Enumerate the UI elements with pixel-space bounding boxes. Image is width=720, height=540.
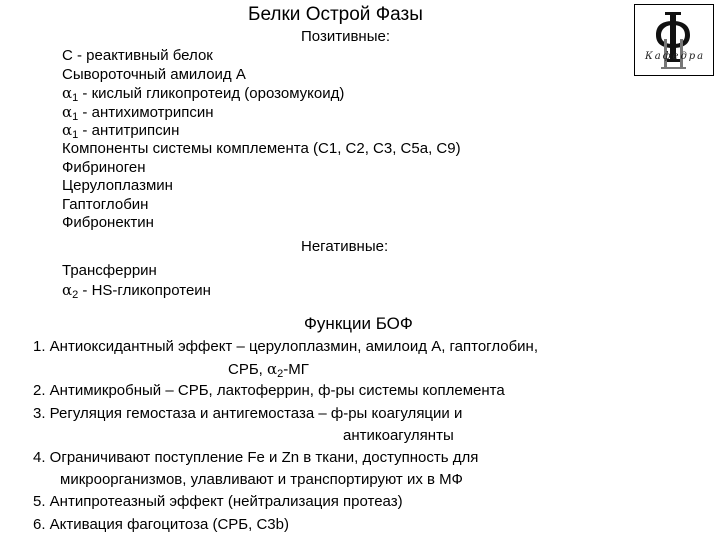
list-item: С - реактивный белок — [62, 47, 213, 64]
list-item: Сывороточный амилоид А — [62, 65, 246, 83]
positive-list — [62, 47, 461, 233]
list-item: Церулоплазмин — [62, 177, 173, 195]
list-item: Фибронектин — [62, 214, 154, 232]
list-item: Трансферрин — [62, 262, 157, 279]
function-line: 1. Антиоксидантный эффект – церулоплазмин, амилоид А, гаптоглобин, — [33, 338, 539, 355]
functions-list — [33, 336, 538, 536]
page-title: Белки Острой Фазы — [248, 4, 423, 25]
function-line: антикоагулянты — [343, 426, 454, 444]
phi-logo-icon — [635, 5, 712, 74]
logo-caption: Кафедра — [645, 51, 706, 62]
negative-list — [62, 262, 211, 299]
department-logo — [634, 4, 714, 76]
negative-label: Негативные: — [301, 238, 389, 255]
function-line: 2. Антимикробный – СРБ, лактоферрин, ф-ры системы коплемента — [33, 382, 505, 400]
function-line: 5. Антипротеазный эффект (нейтрализация протеаз) — [33, 493, 403, 511]
function-line: микроорганизмов, улавливают и транспортируют их в МФ — [60, 471, 463, 489]
function-line: 6. Активация фагоцитоза (СРБ, С3b) — [33, 515, 289, 533]
function-line: 3. Регуляция гемостаза и антигемостаза – ф-ры коагуляции и — [33, 404, 463, 422]
function-line: 4. Ограничивают поступление Fe и Zn в ткани, доступность для — [33, 448, 479, 466]
list-item: $\alpha_1$ - антихимотрипсин — [62, 102, 214, 123]
positive-label: Позитивные: — [301, 28, 391, 45]
list-item: Фибриноген — [62, 158, 146, 176]
function-line: СРБ, $\alpha_2-МГ$ — [228, 360, 309, 381]
list-item: $\alpha_1$ - кислый гликопротеид (орозомукоид) — [62, 84, 345, 105]
list-item: Гаптоглобин — [62, 195, 149, 213]
list-item: $\alpha_2$ - HS-гликопротеин — [62, 280, 211, 301]
list-item: $\alpha_1$ - антитрипсин — [62, 121, 180, 142]
list-item: Компоненты системы комплемента (С1, С2, С3, С5а, С9) — [62, 139, 461, 157]
functions-title: Функции БОФ — [304, 314, 413, 333]
